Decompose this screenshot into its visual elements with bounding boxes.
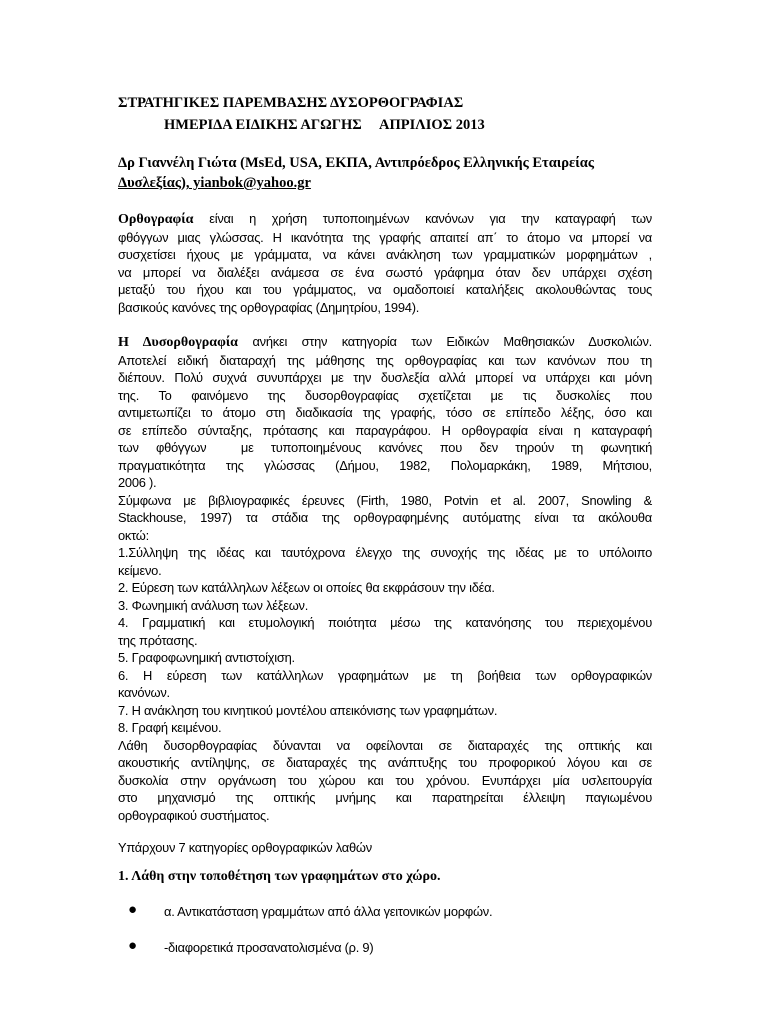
text-line: 2006 ).	[118, 475, 157, 490]
bullet-list	[118, 903, 652, 956]
text-line: βασικούς κανόνες της ορθογραφίας (Δημητρίου, 1994).	[118, 299, 420, 315]
text-line: ακουστικής αντίληψης, σε διαταραχές της ανάπτυξης του προφορικού λόγου και σε	[118, 755, 652, 770]
text-span: είναι η χρήση τυποποιημένων κανόνων για την καταγραφή των	[193, 211, 652, 226]
text-line: διέπουν. Πολύ συχνά συνυπάρχει με την δυσλεξία αλλά μπορεί να υπάρχει και μόνη	[118, 370, 652, 385]
text-line: αντιμετωπίζει το άτομο στη διαδικασία της γραφής, τόσο σε επίπεδο λέξης, όσο και	[118, 405, 652, 420]
text-line: της. Το φαινόμενο της δυσορθογραφίας σχετίζεται με τις δυσκολίες που	[118, 387, 652, 403]
text-line: 3. Φωνημική ανάλυση των λέξεων.	[118, 597, 309, 613]
orthography-definition-paragraph	[118, 210, 652, 316]
text-line: συσχετίσει ήχους με γράμματα, να κάνει ανάκληση των γραμματικών μορφημάτων ,	[118, 247, 652, 262]
text-line: οκτώ:	[118, 527, 149, 543]
list-item-text: -διαφορετικά προσανατολισμένα (ρ. 9)	[164, 939, 374, 955]
text-line: 4. Γραμματική και ετυμολογική ποιότητα μέσω της κατανόησης του περιεχομένου	[118, 615, 652, 630]
text-line: 1.Σύλληψη της ιδέας και ταυτόχρονα έλεγχο της συνοχής της ιδέας με το υπόλοιπο	[118, 545, 652, 560]
categories-intro: Υπάρχουν 7 κατηγορίες ορθογραφικών λαθών	[118, 840, 372, 855]
text-line: Σύμφωνα με βιβλιογραφικές έρευνες (Firth, 1980, Potvin et al. 2007, Snowling &	[118, 492, 652, 508]
text-line: 6. Η εύρεση των κατάλληλων γραφημάτων με τη βοήθεια των ορθογραφικών	[118, 667, 652, 683]
text-line	[118, 333, 652, 352]
text-line: Αποτελεί ειδική διαταραχή της μάθησης της ορθογραφίας και των κανόνων που τη	[118, 352, 652, 368]
text-line: 7. Η ανάκληση του κινητικού μοντέλου απεικόνισης των γραφημάτων.	[118, 702, 498, 718]
document-title: ΣΤΡΑΤΗΓΙΚΕΣ ΠΑΡΕΜΒΑΣΗΣ ΔΥΣΟΡΘΟΓΡΑΦΙΑΣ	[118, 95, 464, 111]
text-line: να μπορεί να διαλέξει ανάμεσα σε ένα σωστό γράφημα όταν δεν υπάρχει σχέση	[118, 264, 652, 280]
text-line: κανόνων.	[118, 685, 170, 700]
text-line	[118, 210, 652, 229]
bullet-icon: ●	[128, 901, 137, 918]
text-line: 5. Γραφοφωνημική αντιστοίχιση.	[118, 650, 295, 665]
text-line: 2. Εύρεση των κατάλληλων λέξεων οι οποίες θα εκφράσουν την ιδέα.	[118, 580, 495, 595]
text-span: ανήκει στην κατηγορία των Ειδικών Μαθησιακών Δυσκολιών.	[237, 334, 653, 349]
text-line: στο μηχανισμό της οπτικής μνήμης και παρατηρείται έλλειψη παγιωμένου	[118, 790, 652, 805]
text-line: σε επίπεδο σύνταξης, πρότασης και παραγράφου. Η ορθογραφία είναι η καταγραφή	[118, 422, 652, 438]
text-line: μεταξύ του ήχου και του γράμματος, να ομαδοποιεί καταλήξεις ακολουθώντας τους	[118, 282, 652, 297]
document-subtitle: ΗΜΕΡΙΔΑ ΕΙΔΙΚΗΣ ΑΓΩΓΗΣ ΑΠΡΙΛΙΟΣ 2013	[164, 117, 485, 133]
list-item-text: α. Αντικατάσταση γραμμάτων από άλλα γειτονικών μορφών.	[164, 904, 493, 919]
term-dysorthography: Η Δυσορθογραφία	[118, 335, 238, 350]
author-email-line: Δυσλεξίας), yianbok@yahoo.gr	[118, 175, 311, 191]
list-item	[118, 936, 652, 957]
text-line: της πρότασης.	[118, 632, 198, 648]
list-item	[118, 903, 652, 921]
author-line: Δρ Γιαννέλη Γιώτα (MsEd, USA, ΕΚΠΑ, Αντιπρόεδρος Ελληνικής Εταιρείας	[118, 155, 594, 171]
section-heading: 1. Λάθη στην τοποθέτηση των γραφημάτων στο χώρο.	[118, 868, 441, 884]
text-line: φθόγγων μιας γλώσσας. Η ικανότητα της γραφής απαιτεί απ΄ το άτομο να μπορεί να	[118, 229, 652, 245]
text-line: Λάθη δυσορθογραφίας δύνανται να οφείλονται σε διαταραχές της οπτικής και	[118, 737, 652, 753]
author-block	[118, 153, 594, 193]
text-line: δυσκολία στην οργάνωση του χώρου και του χρόνου. Ενυπάρχει μία υσλειτουργία	[118, 772, 652, 788]
text-line: ορθογραφικού συστήματος.	[118, 807, 270, 823]
text-line: κείμενο.	[118, 562, 162, 578]
bullet-icon: ●	[128, 936, 137, 954]
text-line: 8. Γραφή κειμένου.	[118, 720, 222, 735]
text-line: Stackhouse, 1997) τα στάδια της ορθογραφημένης αυτόματης είναι τα ακόλουθα	[118, 510, 652, 525]
text-line: πραγματικότητα της γλώσσας (Δήμου, 1982, Πολομαρκάκη, 1989, Μήτσιου,	[118, 457, 652, 473]
term-orthography: Ορθογραφία	[118, 212, 194, 227]
dysorthography-paragraph	[118, 333, 652, 824]
document-body	[118, 210, 652, 956]
text-line: των φθόγγων με τυποποιημένους κανόνες που δεν τηρούν τη φωνητική	[118, 440, 652, 455]
